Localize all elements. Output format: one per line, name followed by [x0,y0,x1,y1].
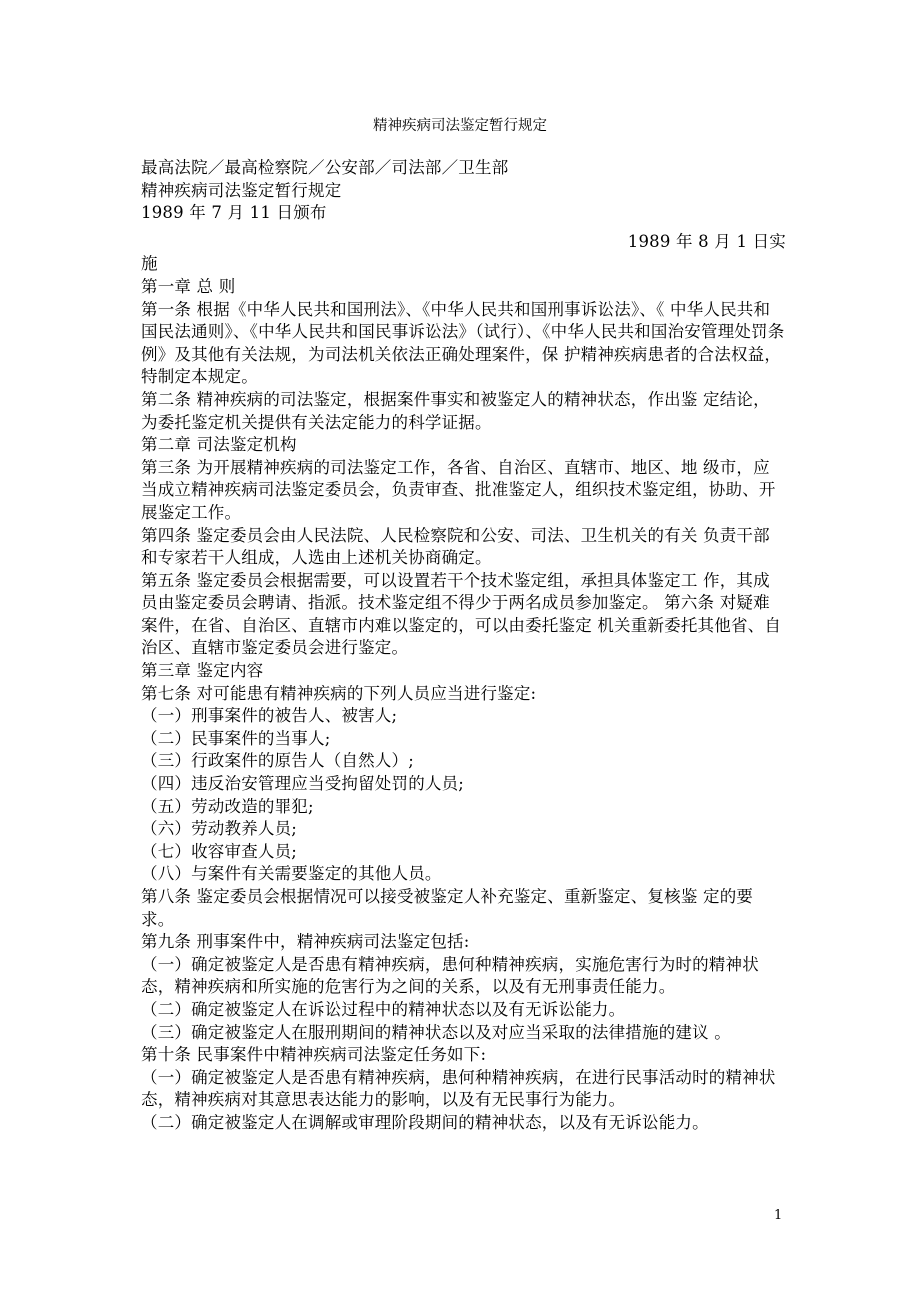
article-paragraph: 第五条 鉴定委员会根据需要，可以设置若干个技术鉴定组，承担具体鉴定工 作，其成员由鉴定委员会聘请、指派。技术鉴定组不得少于两名成员参加鉴定。 第六条 对疑难案件，在省、自治区、直辖市内难以鉴定的，可以由委托鉴定 机关重新委托其他省、自治区、直辖市鉴定委员会进行鉴定。 [141,570,782,658]
list-item: （五）劳动改造的罪犯; [141,796,314,816]
list-item: （一）确定被鉴定人是否患有精神疾病，患何种精神疾病，实施危害行为时的精神状态，精神疾病和所实施的危害行为之间的关系，以及有无刑事责任能力。 [141,954,759,997]
list-item: （七）收容审查人员; [141,841,298,861]
regulation-name: 精神疾病司法鉴定暂行规定 [141,180,342,200]
article-paragraph: 第八条 鉴定委员会根据情况可以接受被鉴定人补充鉴定、重新鉴定、复核鉴 定的要求。 [141,887,754,929]
article-paragraph: 第七条 对可能患有精神疾病的下列人员应当进行鉴定: [141,683,537,703]
issued-date: 1989 年 7 月 11 日颁布 [141,203,327,223]
document-body [141,157,786,1135]
chapter-heading: 第三章 鉴定内容 [141,661,264,681]
list-item: （一）确定被鉴定人是否患有精神疾病，患何种精神疾病，在进行民事活动时的精神状态，精神疾病对其意思表达能力的影响，以及有无民事行为能力。 [141,1067,776,1110]
article-paragraph: 第二条 精神疾病的司法鉴定，根据案件事实和被鉴定人的精神状态，作出鉴 定结论，为委托鉴定机关提供有关法定能力的科学证据。 [141,389,770,432]
article-paragraph: 第一条 根据《中华人民共和国刑法》、《中华人民共和国刑事诉讼法》、《 中华人民共和国民法通则》、《中华人民共和国民事诉讼法》（试行）、《中华人民共和国治安管理处罚条例》及其他有关法规，为司法机关依法正确处理案件，保 护精神疾病患者的合法权益，特制定本规定。 [141,299,785,387]
effective-date: 1989 年 8 月 1 日实 [627,231,786,251]
article-paragraph: 第三条 为开展精神疾病的司法鉴定工作，各省、自治区、直辖市、地区、地 级市，应当成立精神疾病司法鉴定委员会，负责审查、批准鉴定人，组织技术鉴定组，协助、开展鉴定工作。 [141,457,776,522]
article-paragraph: 第九条 刑事案件中，精神疾病司法鉴定包括: [141,932,470,952]
list-item: （八）与案件有关需要鉴定的其他人员。 [141,864,442,884]
list-item: （六）劳动教养人员; [141,819,298,839]
document-title: 精神疾病司法鉴定暂行规定 [373,118,547,134]
list-item: （四）违反治安管理应当受拘留处罚的人员; [141,774,465,794]
effective-date-suffix: 施 [141,254,158,274]
list-item: （三）行政案件的原告人（自然人）; [141,751,414,771]
article-paragraph: 第四条 鉴定委员会由人民法院、人民检察院和公安、司法、卫生机关的有关 负责干部和专家若干人组成，人选由上述机关协商确定。 [141,525,770,568]
list-item: （三）确定被鉴定人在服刑期间的精神状态以及对应当采取的法律措施的建议 。 [141,1022,731,1042]
list-item: （二）民事案件的当事人; [141,728,331,748]
list-item: （一）刑事案件的被告人、被害人; [141,706,398,726]
page-number: 1 [774,1208,783,1223]
chapter-heading: 第二章 司法鉴定机构 [141,435,297,455]
list-item: （二）确定被鉴定人在诉讼过程中的精神状态以及有无诉讼能力。 [141,999,626,1019]
list-item: （二）确定被鉴定人在调解或审理阶段期间的精神状态，以及有无诉讼能力。 [141,1112,709,1132]
chapter-heading: 第一章 总 则 [141,276,236,296]
issuers-line: 最高法院／最高检察院／公安部／司法部／卫生部 [141,158,509,177]
article-paragraph: 第十条 民事案件中精神疾病司法鉴定任务如下: [141,1045,487,1065]
